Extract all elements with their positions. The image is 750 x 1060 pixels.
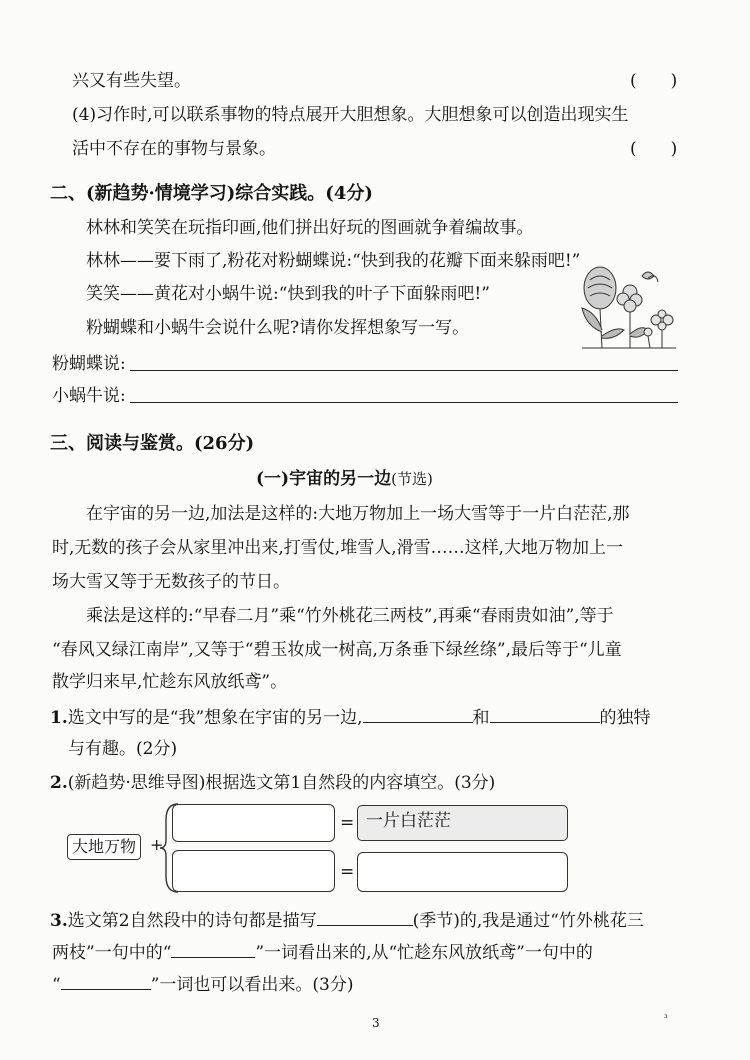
mindmap-equals-1: = [340,813,355,833]
item4-line2: 活中不存在的事物与景象。 [72,139,276,159]
para1-line1: 在宇宙的另一边,加法是这样的:大地万物加上一场大雪等于一片白茫茫,那 [86,504,630,524]
q1-text-c: 的独特 [599,708,651,728]
q3-blank-season[interactable] [317,907,413,926]
linlin-story: 林林——要下雨了,粉花对粉蝴蝶说:“快到我的花瓣下面来躲雨吧!” [86,251,581,271]
mindmap-blank-1[interactable] [172,804,335,842]
para1-line3: 场大雪又等于无数孩子的节日。 [52,572,290,592]
q3-text-c: 两枝”一句中的“ [52,943,172,963]
question-3 [50,907,644,933]
q3-text-d: ”一词看出来的,从“忙趁东风放纸鸢”一句中的 [255,943,593,963]
snail-answer-line[interactable] [130,402,678,403]
mindmap-plus: + [150,835,164,854]
q3-blank-word-2[interactable] [61,971,151,990]
passage-title-text: (一)宇宙的另一边 [256,469,392,489]
q3-text-a: 选文第2自然段中的诗句都是描写 [67,911,317,931]
passage-title [256,467,433,491]
answer-paren-4[interactable]: ( ) [630,139,678,159]
item3-tail: 兴又有些失望。 [72,71,191,91]
q2-number: 2. [50,773,68,793]
q3-text-e: “ [52,975,61,995]
fingerprint-flower-illustration [572,262,682,352]
q1-blank-1[interactable] [363,704,473,723]
mindmap-root: 大地万物 [67,834,141,860]
q3-line2 [52,939,593,965]
mindmap-result-1: 一片白茫茫 [357,805,568,841]
section2-intro: 林林和笑笑在玩指印画,他们拼出好玩的图画就争着编故事。 [86,218,534,238]
question-2 [50,771,495,795]
butterfly-answer-line[interactable] [130,370,678,371]
q1-number: 1. [50,708,68,728]
mindmap-result-2-blank[interactable] [357,852,568,892]
mindmap-equals-2: = [340,862,355,882]
para2-line1: 乘法是这样的:“早春二月”乘“竹外桃花三两枝”,再乘“春雨贵如油”,等于 [86,606,614,626]
passage-note: (节选) [391,470,433,488]
section3-heading: 三、阅读与鉴赏。(26分) [50,433,255,454]
item4-line1: (4)习作时,可以联系事物的特点展开大胆想象。大胆想象可以创造出现实生 [72,105,629,125]
q3-text-f: ”一词也可以看出来。(3分) [150,975,354,995]
section2-prompt: 粉蝴蝶和小蜗牛会说什么呢?请你发挥想象写一写。 [86,318,470,338]
corner-mark: ³ [664,1014,668,1024]
q3-text-b: (季节)的,我是通过“竹外桃花三 [412,911,644,931]
para1-line2: 时,无数的孩子会从家里冲出来,打雪仗,堆雪人,滑雪……这样,大地万物加上一 [52,538,624,558]
para2-line2: “春风又绿江南岸”,又等于“碧玉妆成一树高,万条垂下绿丝绦”,最后等于“儿童 [52,640,622,660]
q1-text-a: 选文中写的是“我”想象在宇宙的另一边, [67,708,363,728]
q3-number: 3. [50,911,68,931]
q2-text: (新趋势·思维导图)根据选文第1自然段的内容填空。(3分) [67,773,496,793]
q1-text-b: 和 [472,708,490,728]
butterfly-label: 粉蝴蝶说: [52,354,126,374]
q3-blank-word-1[interactable] [171,939,255,958]
question-1 [50,704,651,730]
xiaoxiao-story: 笑笑——黄花对小蜗牛说:“快到我的叶子下面躲雨吧!” [86,284,490,304]
q3-line3 [52,971,353,997]
q1-blank-2[interactable] [490,704,600,723]
answer-paren-3[interactable]: ( ) [630,71,678,91]
section2-heading: 二、(新趋势·情境学习)综合实践。(4分) [50,183,373,204]
snail-label: 小蜗牛说: [52,386,126,406]
page-number: 3 [372,1016,380,1030]
q1-line2: 与有趣。(2分) [68,739,178,759]
mindmap-blank-2[interactable] [172,850,335,892]
para2-line3: 散学归来早,忙趁东风放纸鸢”。 [52,672,288,692]
